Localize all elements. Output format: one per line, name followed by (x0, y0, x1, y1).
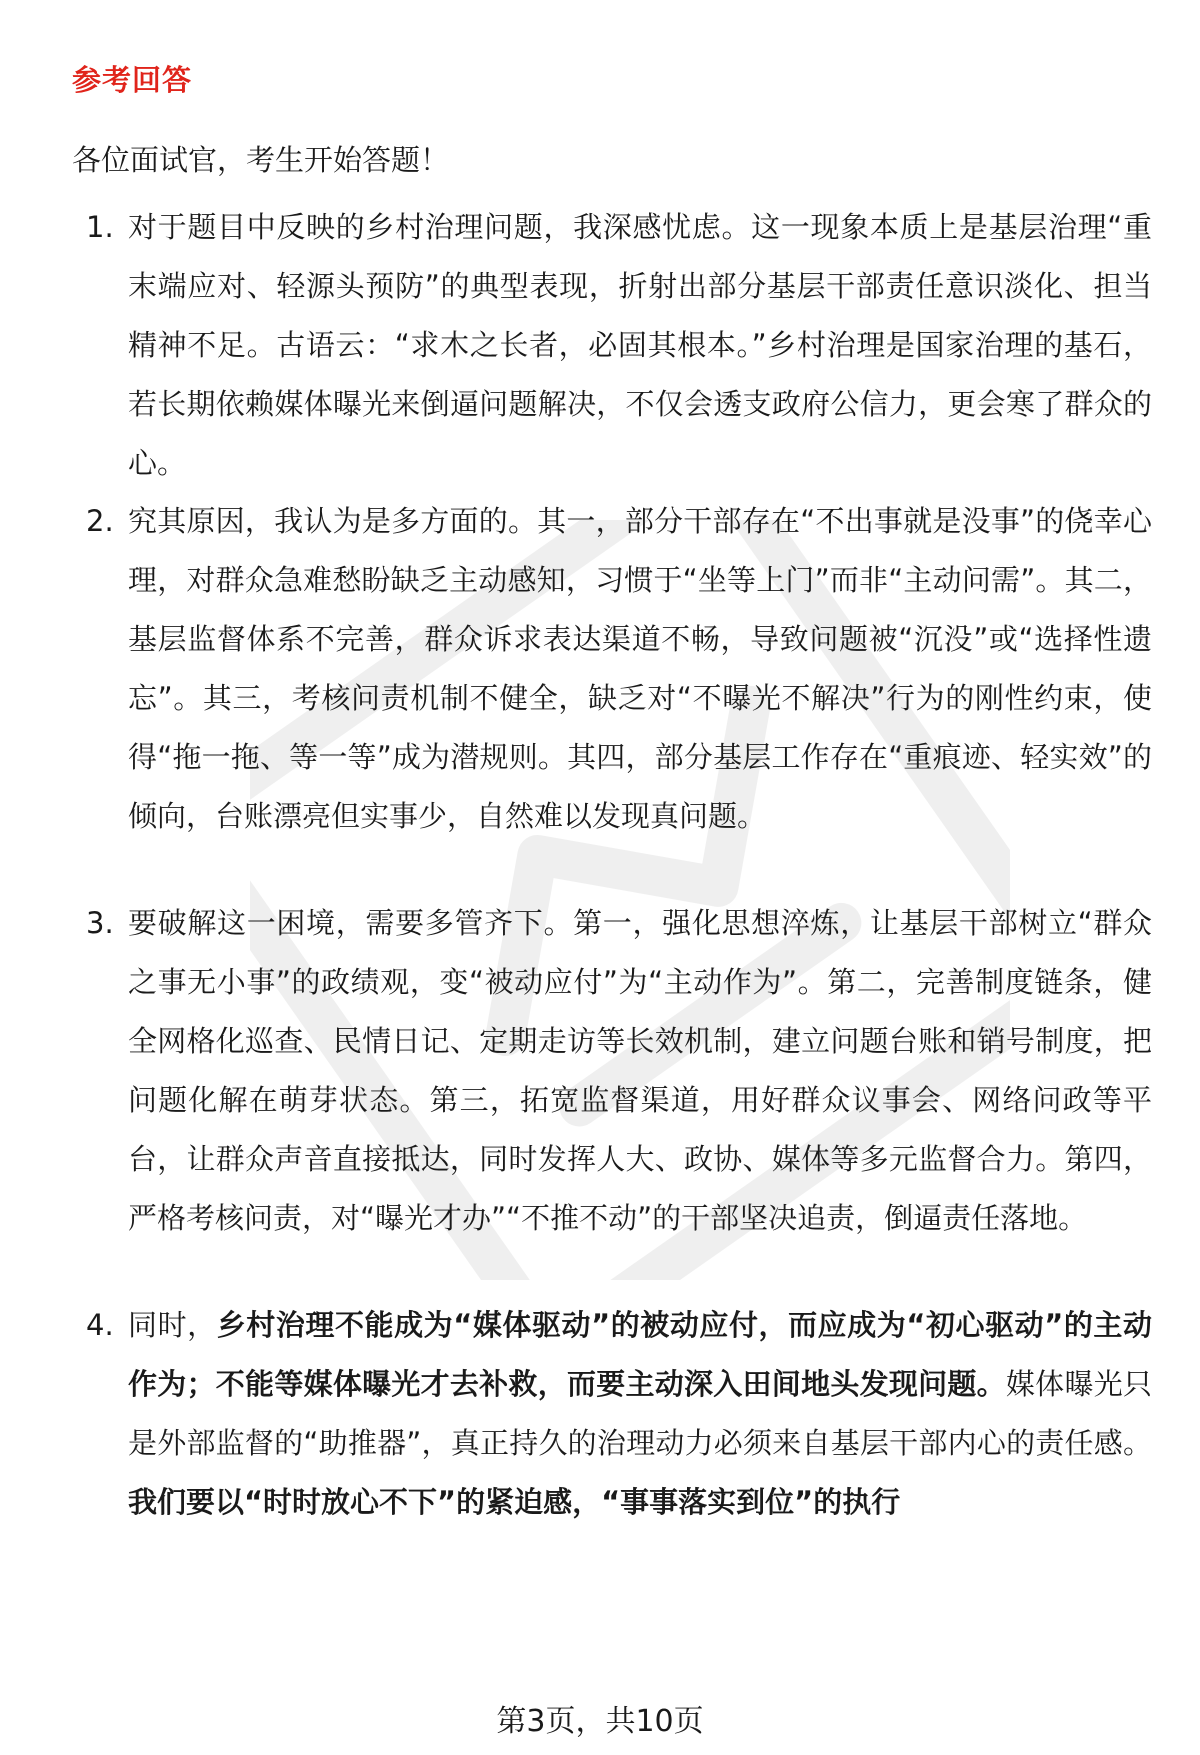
item-text: 究其原因，我认为是多方面的。其一，部分干部存在“不出事就是没事”的侥幸心理，对群众急难愁盼缺乏主动感知，习惯于“坐等上门”而非“主动问需”。其二，基层监督体系不完善，群众诉求表达渠道不畅，导致问题被“沉没”或“选择性遗忘”。其三，考核问责机制不健全，缺乏对“不曝光不解决”行为的刚性约束，使得“拖一拖、等一等”成为潜规则。其四，部分基层工作存在“重痕迹、轻实效”的倾向，台账漂亮但实事少，自然难以发现真问题。 (128, 504, 1152, 833)
item-number: 1. (86, 210, 114, 244)
item-lead: 同时， (128, 1308, 217, 1342)
item-number: 4. (86, 1308, 114, 1342)
list-item (72, 894, 1152, 1248)
item-emphasis-2: 我们要以“时时放心不下”的紧迫感，“事事落实到位”的执行 (128, 1485, 901, 1519)
item-number: 3. (86, 906, 114, 940)
section-heading: 参考回答 (72, 63, 193, 97)
item-number: 2. (86, 504, 114, 538)
item-text (128, 1296, 1152, 1532)
list-item (72, 198, 1152, 493)
item-emphasis: 乡村治理不能成为“媒体驱动”的被动应付，而应成为“初心驱动”的主动作为；不能等媒体曝光才去补救，而要主动深入田间地头发现问题。 (128, 1308, 1152, 1401)
list-item (72, 492, 1152, 846)
item-text: 对于题目中反映的乡村治理问题，我深感忧虑。这一现象本质上是基层治理“重末端应对、轻源头预防”的典型表现，折射出部分基层干部责任意识淡化、担当精神不足。古语云：“求木之长者，必固其根本。”乡村治理是国家治理的基石，若长期依赖媒体曝光来倒逼问题解决，不仅会透支政府公信力，更会寒了群众的心。 (128, 210, 1152, 480)
item-middle: 媒体曝光只是外部监督的“助推器”，真正持久的治理动力必须来自基层干部内心的责任感。 (128, 1367, 1152, 1460)
page-number: 第3页，共10页 (496, 1704, 704, 1739)
item-text: 要破解这一困境，需要多管齐下。第一，强化思想淬炼，让基层干部树立“群众之事无小事”的政绩观，变“被动应付”为“主动作为”。第二，完善制度链条，健全网格化巡查、民情日记、定期走访等长效机制，建立问题台账和销号制度，把问题化解在萌芽状态。第三，拓宽监督渠道，用好群众议事会、网络问政等平台，让群众声音直接抵达，同时发挥人大、政协、媒体等多元监督合力。第四，严格考核问责，对“曝光才办”“不推不动”的干部坚决追责，倒逼责任落地。 (128, 906, 1152, 1235)
list-item (72, 1296, 1152, 1532)
intro-line: 各位面试官，考生开始答题！ (72, 143, 450, 177)
